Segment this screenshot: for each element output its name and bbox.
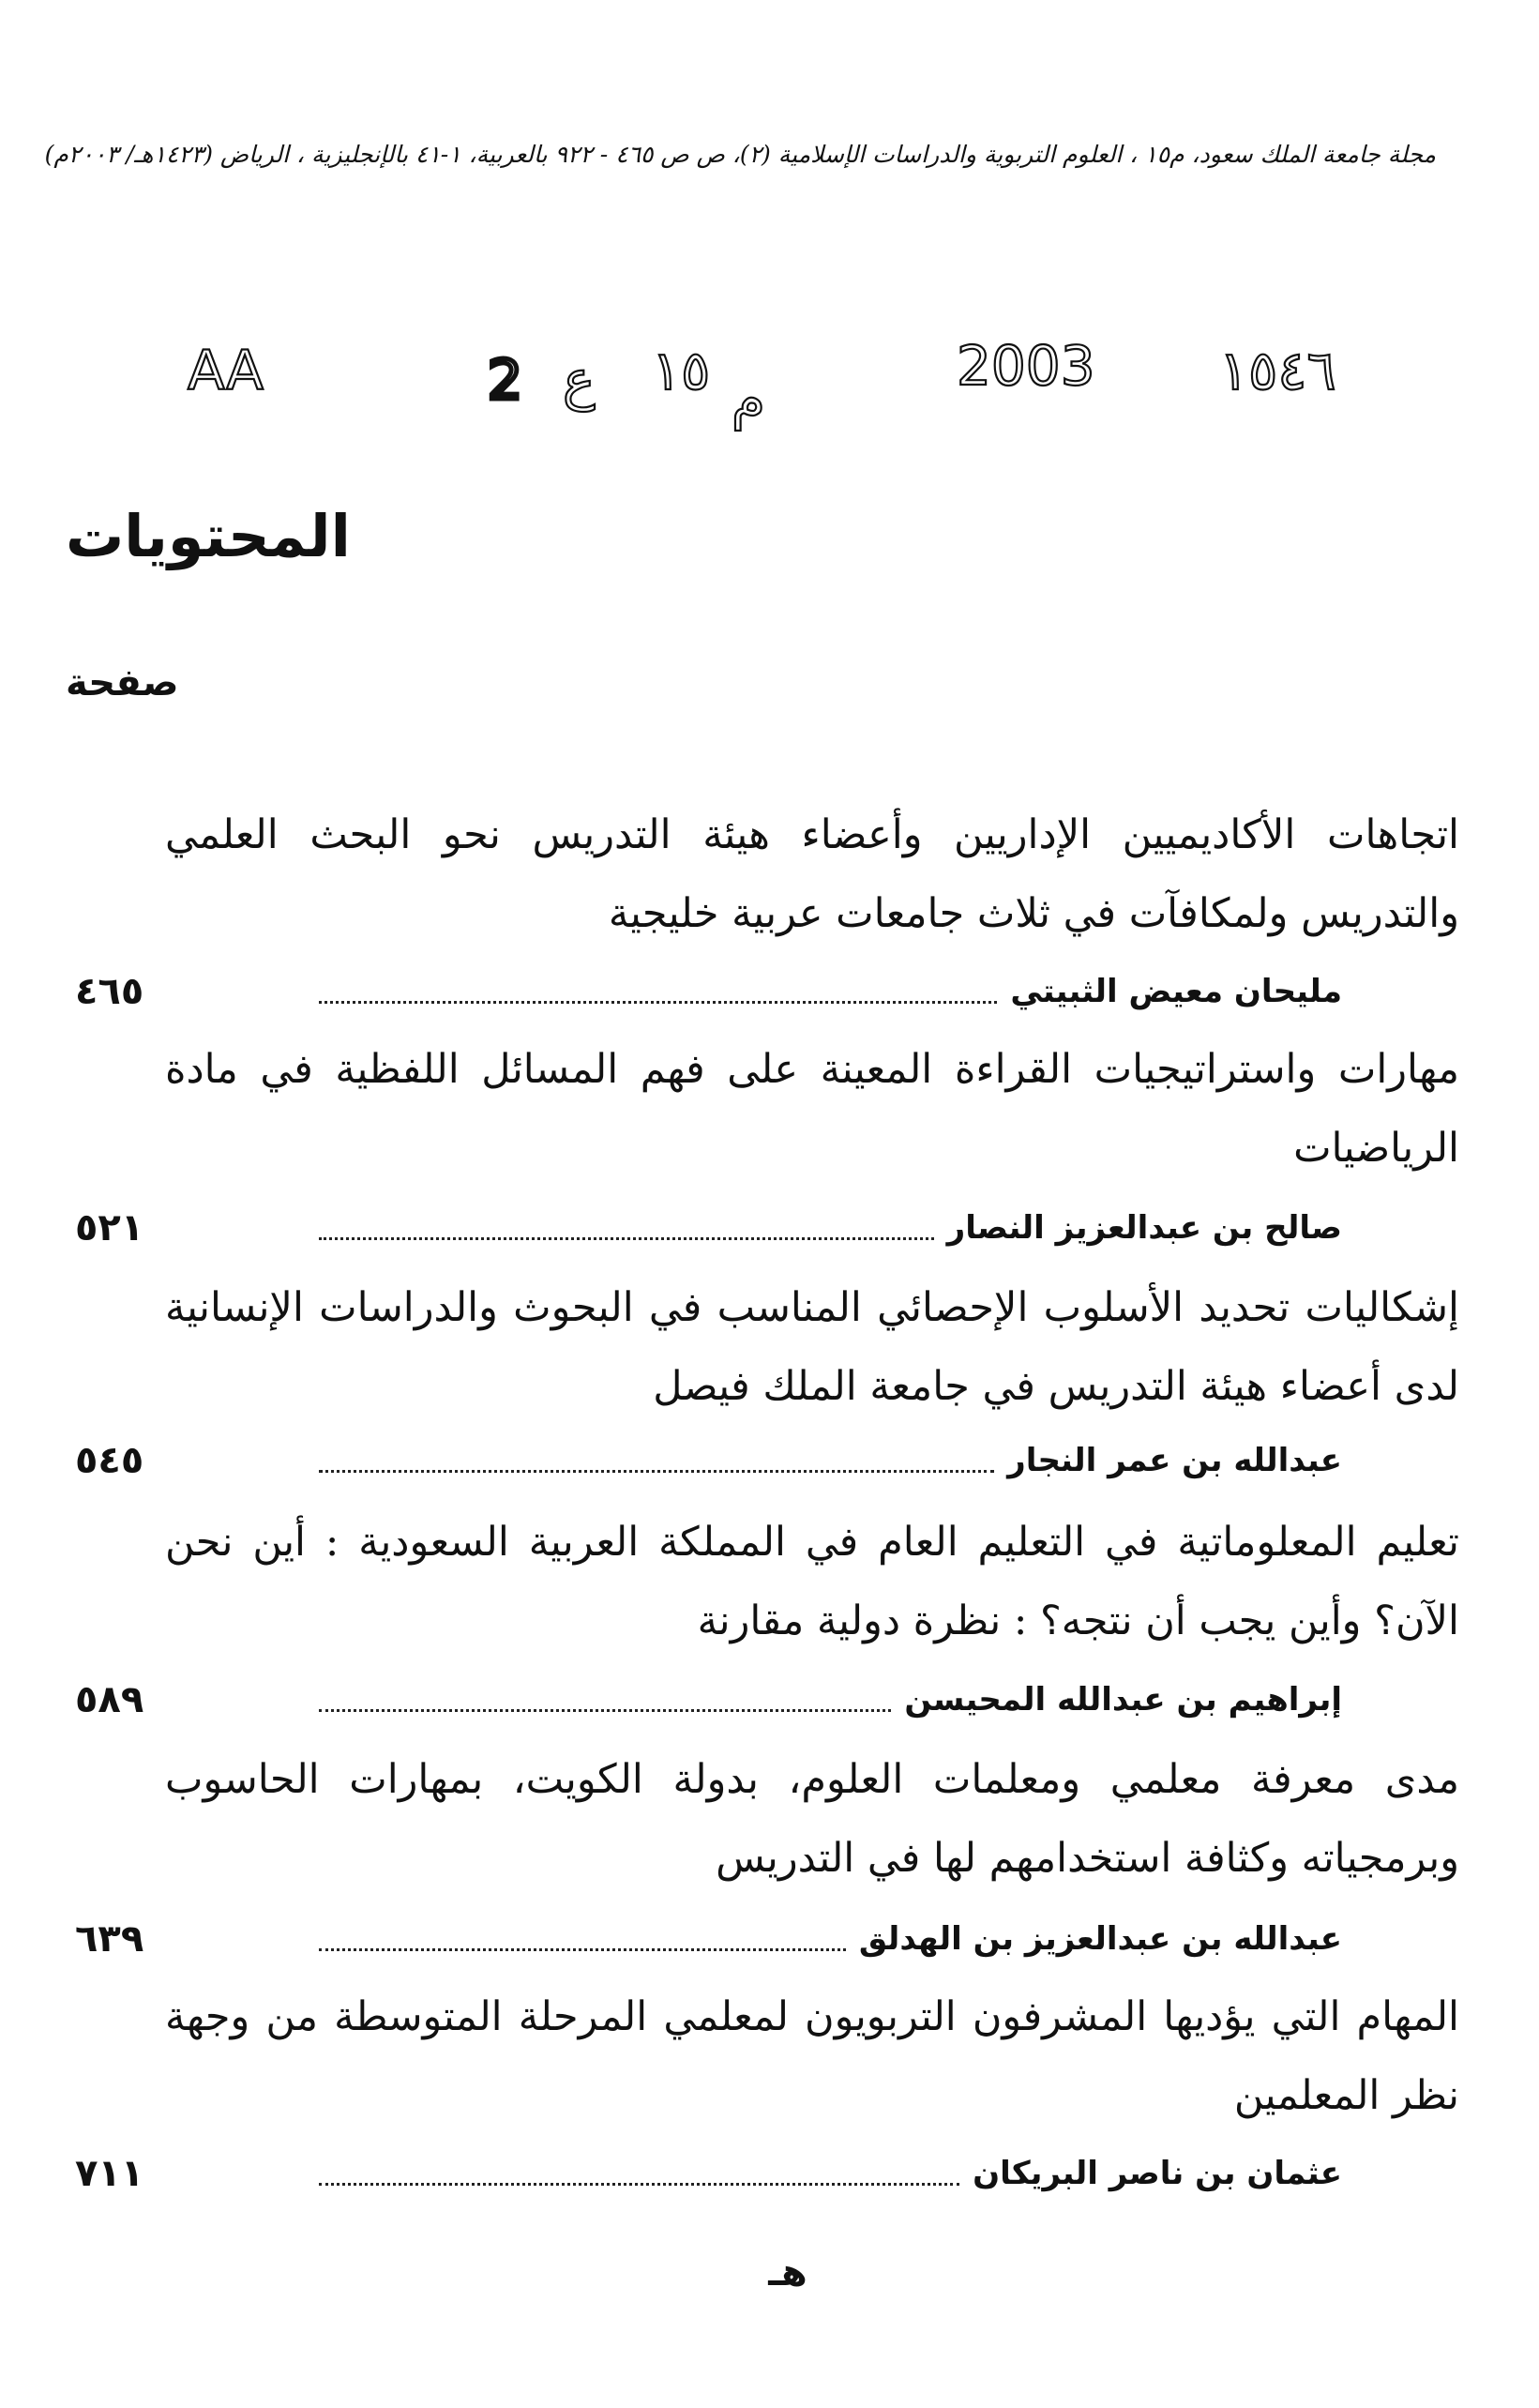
- dot-leader: [319, 1947, 846, 1951]
- toc-author-row: [75, 1914, 1342, 1961]
- toc-page-number: ٤٦٥: [75, 970, 144, 1013]
- handwritten-note-svg: [178, 333, 1416, 464]
- toc-page-number: ٧١١: [75, 2152, 144, 2195]
- toc-entry-title: المهام التي يؤديها المشرفون التربويون لمعلمي المرحلة المتوسطة من وجهة نظر المعلمين: [165, 1993, 1459, 2119]
- toc-entry-title: مهارات واستراتيجيات القراءة المعينة على فهم المسائل اللفظية في مادة الرياضيات: [165, 1046, 1459, 1172]
- toc-entry-title: إشكاليات تحديد الأسلوب الإحصائي المناسب في البحوث والدراسات الإنسانية لدى أعضاء هيئة التدريس في جامعة الملك فيصل: [165, 1284, 1459, 1410]
- handwritten-catalog-note: [178, 333, 1416, 464]
- dot-leader: [319, 1708, 891, 1712]
- toc-page-number: ٦٣٩: [75, 1917, 144, 1961]
- toc-page-number: ٥٤٥: [75, 1439, 144, 1482]
- toc-author-row: [75, 1674, 1342, 1721]
- hw-item-3: ١٥: [652, 339, 711, 402]
- toc-author-row: [75, 1435, 1342, 1482]
- toc-author-row: [75, 966, 1342, 1013]
- toc-author: صالح بن عبدالعزيز النصار: [946, 1209, 1342, 1247]
- toc-author: عبدالله بن عمر النجار: [1007, 1442, 1342, 1479]
- toc-author: عبدالله بن عبدالعزيز بن الهدلق: [858, 1920, 1342, 1958]
- toc-entry-title: تعليم المعلوماتية في التعليم العام في المملكة العربية السعودية : أين نحن الآن؟ وأين يجب أن نتجه؟ : نظرة دولية مقارنة: [165, 1519, 1459, 1644]
- toc-author: مليحان معيض الثبيتي: [1010, 973, 1342, 1010]
- journal-citation-header: مجلة جامعة الملك سعود، م١٥ ، العلوم التربوية والدراسات الإسلامية (٢)، ص ص ٤٦٥ - ٩٢٢ بالعربية، ١-٤١ بالإنجليزية ، الرياض (١٤٢٣هـ/ ٢٠٠٣م): [44, 141, 1436, 168]
- page-footer-letter: هـ: [768, 2251, 807, 2294]
- dot-leader: [319, 1469, 994, 1473]
- hw-item-4: م: [732, 367, 765, 431]
- toc-author-row: [75, 1203, 1342, 1249]
- hw-item-0: AA: [188, 339, 264, 402]
- toc-entry-title: اتجاهات الأكاديميين الإداريين وأعضاء هيئة التدريس نحو البحث العلمي والتدريس ولمكافآت في ثلاث جامعات عربية خليجية: [165, 811, 1459, 937]
- hw-item-1: 2: [488, 348, 522, 412]
- toc-page-number: ٥٨٩: [75, 1678, 144, 1721]
- toc-author: عثمان بن ناصر البريكان: [973, 2155, 1342, 2192]
- hw-item-2: ع: [563, 348, 596, 412]
- dot-leader: [319, 1000, 997, 1004]
- toc-entry-title: مدى معرفة معلمي ومعلمات العلوم، بدولة الكويت، بمهارات الحاسوب وبرمجياته وكثافة استخدامهم لها في التدريس: [165, 1756, 1459, 1882]
- dot-leader: [319, 2182, 959, 2186]
- toc-author-row: [75, 2148, 1342, 2195]
- hw-item-5: 2003: [957, 334, 1095, 398]
- hw-item-6: ١٥٤٦: [1219, 339, 1336, 402]
- page-column-label: صفحة: [66, 661, 179, 704]
- dot-leader: [319, 1236, 934, 1240]
- contents-title: المحتويات: [66, 502, 351, 570]
- toc-page-number: ٥٢١: [75, 1206, 144, 1249]
- toc-author: إبراهيم بن عبدالله المحيسن: [904, 1681, 1342, 1719]
